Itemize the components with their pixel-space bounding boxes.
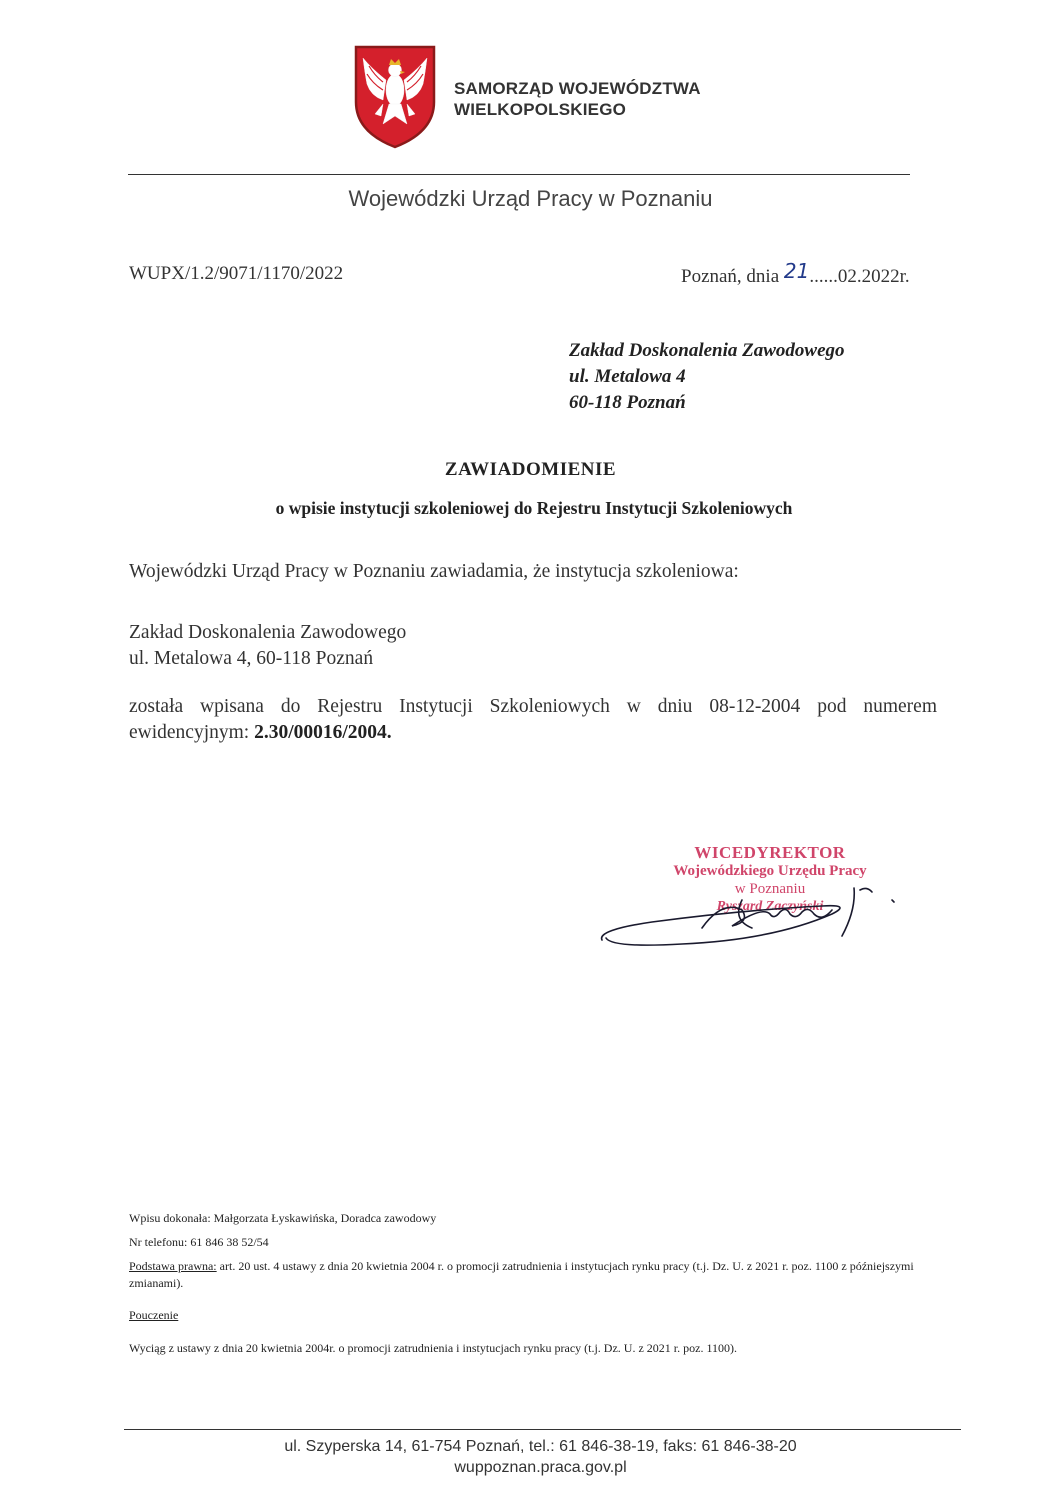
institution-name: Zakład Doskonalenia Zawodowego (129, 622, 407, 643)
organization-name (454, 78, 701, 120)
stamp-office: Wojewódzkiego Urzędu Pracy (673, 863, 867, 879)
law-excerpt: Wyciąg z ustawy z dnia 20 kwietnia 2004r. o promocji zatrudnienia i instytucjach rynku pracy (t.j. Dz. U. z 2021 r. poz. 1100). (129, 1341, 738, 1355)
eagle-coat-of-arms-icon (353, 44, 437, 150)
office-name: Wojewódzki Urząd Pracy w Poznaniu (348, 186, 713, 211)
institution-address: ul. Metalowa 4, 60-118 Poznań (129, 648, 374, 669)
legal-basis-label: Podstawa prawna: (129, 1259, 217, 1273)
registration-paragraph (129, 694, 937, 746)
recipient-address (569, 338, 845, 416)
stamp-title: WICEDYREKTOR (694, 843, 846, 862)
recipient-line1: Zakład Doskonalenia Zawodowego (569, 340, 845, 361)
stamp-signatory: Ryszard Zaczyński (716, 899, 824, 914)
registration-text: została wpisana do Rejestru Instytucji Szkoleniowych w dniu 08-12-2004 pod numerem ewidencyjnym: (129, 696, 937, 743)
contact-phone: Nr telefonu: 61 846 38 52/54 (129, 1235, 269, 1249)
legal-basis (129, 1258, 939, 1292)
entry-author: Wpisu dokonała: Małgorzata Łyskawińska, Doradca zawodowy (129, 1211, 437, 1225)
date-line (681, 259, 910, 288)
handwritten-signature-icon (592, 870, 922, 960)
date-prefix: Poznań, dnia (681, 266, 784, 287)
institution-block (129, 620, 406, 672)
notice-subtitle: o wpisie instytucji szkoleniowej do Rejestru Instytucji Szkoleniowych (275, 498, 793, 518)
registration-number: 2.30/00016/2004. (254, 722, 392, 743)
date-suffix: 02.2022r. (837, 266, 910, 287)
org-name-line1: SAMORZĄD WOJEWÓDZTWA (454, 79, 701, 98)
instruction-heading: Pouczenie (129, 1308, 179, 1322)
intro-paragraph: Wojewódzki Urząd Pracy w Poznaniu zawiadamia, że instytucja szkoleniowa: (129, 561, 739, 582)
stamp-city: w Poznaniu (734, 881, 806, 897)
header-divider (128, 174, 910, 175)
date-dots: ...... (809, 266, 838, 287)
org-name-line2: WIELKOPOLSKIEGO (454, 100, 627, 119)
footer-divider (124, 1429, 961, 1430)
date-handwritten-day: 21 (783, 259, 810, 283)
recipient-line3: 60-118 Poznań (569, 392, 686, 413)
footer-address-line: ul. Szyperska 14, 61-754 Poznań, tel.: 61 846-38-19, faks: 61 846-38-20 (284, 1438, 797, 1455)
notice-title: ZAWIADOMIENIE (444, 459, 617, 480)
legal-basis-text: art. 20 ust. 4 ustawy z dnia 20 kwietnia 2004 r. o promocji zatrudnienia i instytucjach rynku pracy (t.j. Dz. U. z 2021 r. poz. 1100 z późniejszymi zmianami). (129, 1259, 914, 1290)
reference-number: WUPX/1.2/9071/1170/2022 (129, 263, 344, 284)
footer-contact (0, 1436, 1061, 1478)
footer-website: wuppoznan.praca.gov.pl (454, 1459, 627, 1476)
recipient-line2: ul. Metalowa 4 (569, 366, 686, 387)
